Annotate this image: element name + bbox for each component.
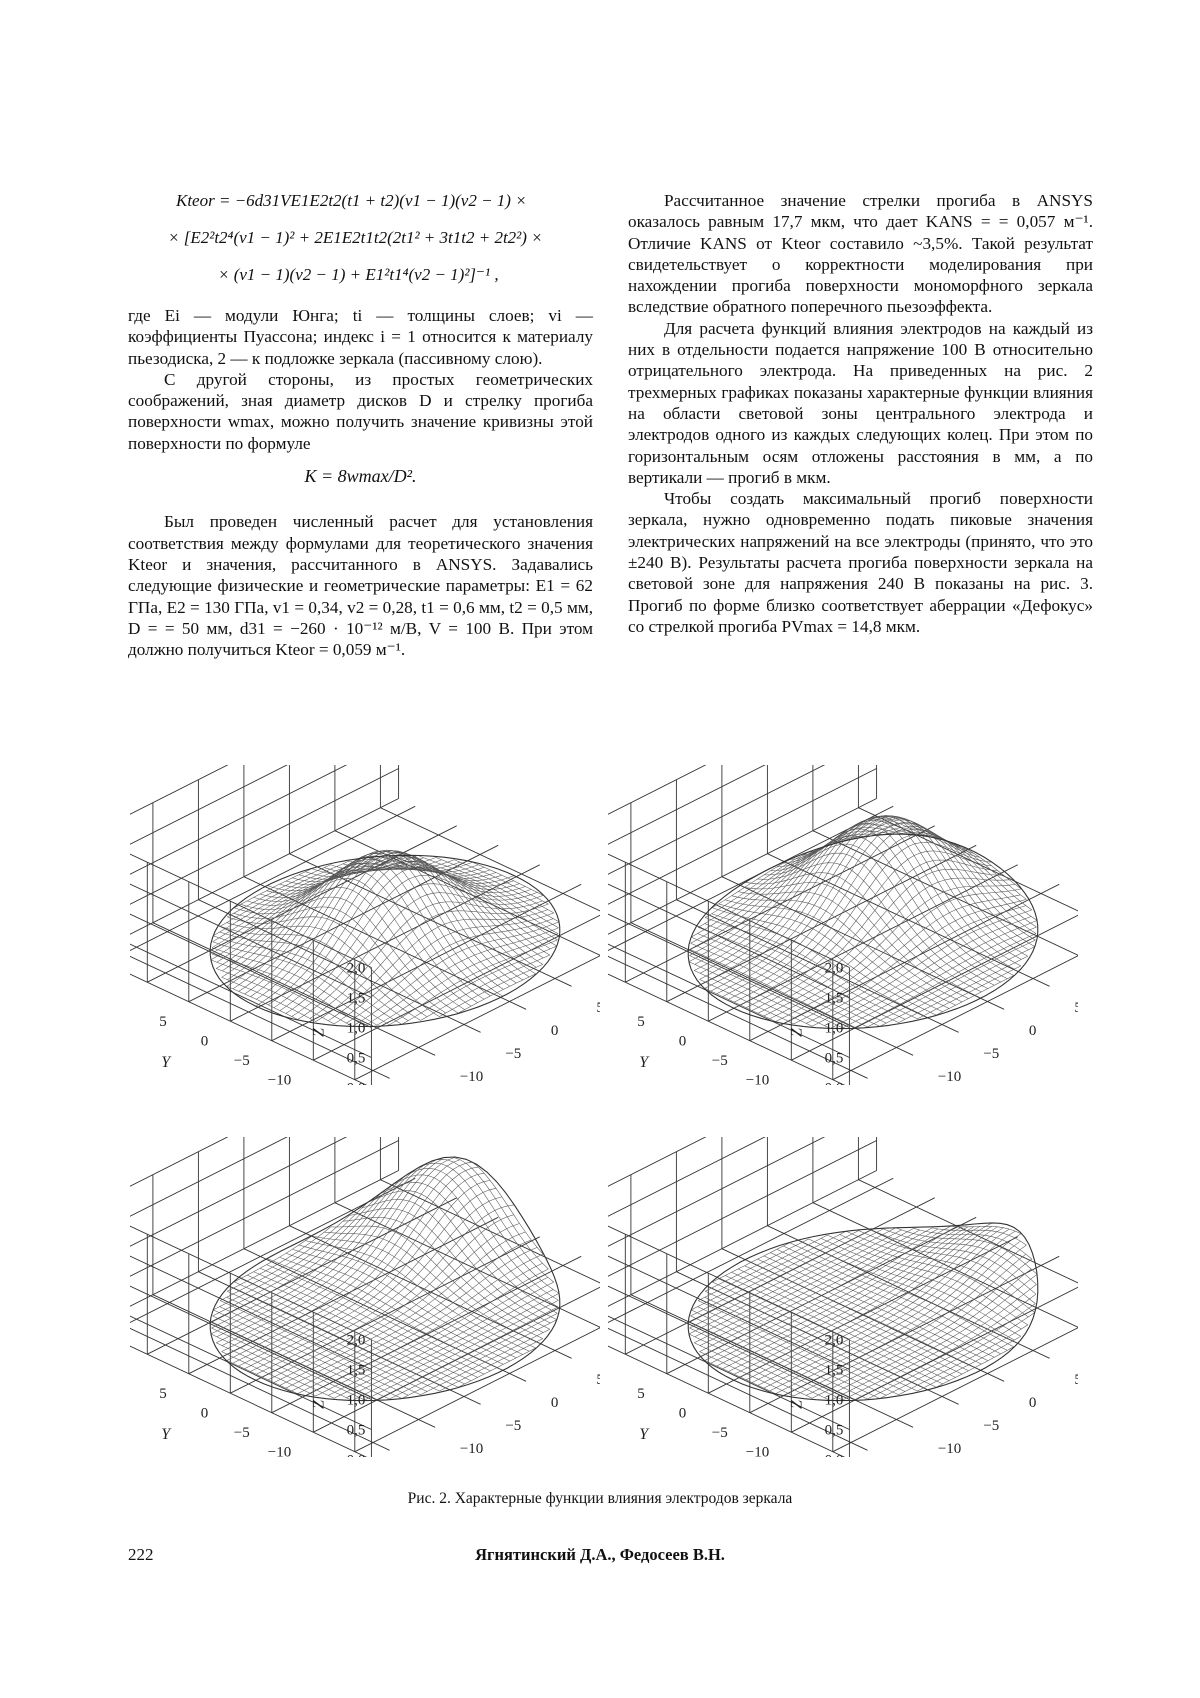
surface-line bbox=[752, 1227, 998, 1383]
surface-line bbox=[454, 860, 548, 904]
x-tick-label: −5 bbox=[983, 1418, 1000, 1435]
x-tick-label bbox=[1074, 1000, 1078, 1016]
surface-plot-2 bbox=[608, 765, 1078, 1090]
x-tick-label: −10 bbox=[459, 1441, 484, 1457]
floor-grid-line bbox=[833, 923, 1078, 1079]
surface-line bbox=[343, 1218, 543, 1333]
paragraph-geometry: С другой стороны, из простых геометрических соображений, зная диаметр дисков D и стрелку прогиба поверхности wmax, можно получить значение кривизны этой поверхности по формуле bbox=[128, 369, 593, 453]
z-tick-label: 1,0 bbox=[824, 1020, 844, 1037]
surface-line bbox=[694, 824, 914, 971]
y-axis-label: Y bbox=[639, 1053, 649, 1071]
y-tick-label: 5 bbox=[637, 1013, 645, 1030]
x-tick-label: 0 bbox=[550, 1023, 559, 1040]
surface-line bbox=[402, 946, 557, 1024]
surface-line bbox=[809, 817, 1021, 966]
floor-grid-line bbox=[355, 923, 600, 1079]
y-tick-label: −5 bbox=[233, 1052, 250, 1069]
surface-line bbox=[368, 1191, 557, 1320]
paragraph-max-deflection: Чтобы создать максимальный прогиб поверхности зеркала, нужно одновременно подать пиковые значения электрических напряжений на все электроды (принято, что это ±240 В). Результаты расчета прогиба поверхности зеркала на световой зоне для напряжения 240 В показаны на рис. 3. Прогиб по форме близко соответствует аберрации «Дефокус» со стрелкой прогиба PVmax = 14,8 мкм. bbox=[628, 489, 1093, 636]
x-tick-label: −5 bbox=[983, 1046, 1000, 1063]
surface-line bbox=[705, 852, 808, 917]
surface-line bbox=[824, 917, 1031, 1026]
surface-line bbox=[880, 947, 1035, 1027]
z-tick-label: 1,5 bbox=[824, 990, 844, 1007]
surface-line bbox=[436, 1159, 554, 1282]
figure-caption: Рис. 2. Характерные функции влияния электродов зеркала bbox=[407, 1490, 793, 1507]
z-tick-label: 2,0 bbox=[346, 1332, 366, 1349]
z-tick-label: 0,5 bbox=[346, 1050, 366, 1067]
y-tick-label: −5 bbox=[233, 1424, 250, 1441]
formula-kteor-line3: × (v1 − 1)(v2 − 1) + E1²t1⁴(v2 − 1)²]⁻¹ , bbox=[218, 265, 499, 284]
surface-line bbox=[245, 851, 491, 994]
y-axis-label: Y bbox=[639, 1425, 649, 1443]
floor-grid-line bbox=[858, 808, 1078, 941]
left-column bbox=[128, 190, 593, 660]
y-tick-label: 0 bbox=[200, 1033, 209, 1050]
z-tick-label: 1,0 bbox=[346, 1020, 366, 1037]
surface-line bbox=[690, 1230, 871, 1322]
floor-grid-line bbox=[147, 1198, 456, 1354]
y-tick-label: −10 bbox=[745, 1072, 770, 1085]
x-tick-label bbox=[596, 1372, 600, 1388]
surface-line bbox=[256, 1205, 514, 1381]
y-tick-label: 0 bbox=[678, 1405, 687, 1422]
y-tick-label: 5 bbox=[637, 1385, 645, 1402]
y-tick-label: 0 bbox=[678, 1033, 687, 1050]
y-tick-label: −10 bbox=[267, 1072, 292, 1085]
z-tick-label bbox=[825, 1081, 844, 1086]
x-tick-label: 0 bbox=[1028, 1395, 1037, 1412]
page-number: 222 bbox=[128, 1545, 154, 1564]
surface-plot-1 bbox=[130, 765, 600, 1090]
surface-line bbox=[405, 1168, 558, 1300]
right-column bbox=[628, 190, 1093, 637]
surface-line bbox=[746, 851, 992, 1008]
surface-line bbox=[690, 836, 871, 950]
wall-grid-line bbox=[608, 769, 877, 1058]
y-axis-label: Y bbox=[161, 1425, 171, 1443]
z-axis-label: Z bbox=[788, 1028, 806, 1037]
z-tick-label: 0,5 bbox=[824, 1422, 844, 1439]
y-tick-label: 5 bbox=[159, 1013, 167, 1030]
z-tick-label bbox=[347, 1081, 366, 1086]
wall-grid-line bbox=[608, 1137, 877, 1400]
surface-line bbox=[691, 1231, 859, 1316]
y-tick-label: −5 bbox=[711, 1424, 728, 1441]
z-tick-label: 1,0 bbox=[824, 1392, 844, 1409]
surface-line bbox=[896, 833, 1037, 921]
x-tick-label bbox=[596, 1000, 600, 1016]
surface-line bbox=[216, 969, 334, 1024]
surface-line bbox=[880, 1313, 1035, 1399]
running-footer-authors: Ягнятинский Д.А., Федосеев В.Н. bbox=[475, 1545, 725, 1564]
surface-line bbox=[349, 1209, 549, 1330]
z-tick-label: 1,0 bbox=[346, 1392, 366, 1409]
surface-line bbox=[227, 986, 298, 1019]
surface-line bbox=[700, 821, 920, 974]
z-tick-label: 0,5 bbox=[346, 1422, 366, 1439]
surface-line bbox=[846, 1231, 1035, 1312]
wall-grid-line bbox=[608, 765, 877, 1028]
surface-plot-3 bbox=[130, 1137, 600, 1462]
x-tick-label: 0 bbox=[1028, 1023, 1037, 1040]
y-tick-label: 0 bbox=[200, 1405, 209, 1422]
z-axis-label: Z bbox=[310, 1400, 328, 1409]
x-tick-label: −5 bbox=[505, 1418, 522, 1435]
surface-line bbox=[377, 934, 558, 1025]
y-tick-label: 5 bbox=[159, 1385, 167, 1402]
surface-plot-4 bbox=[608, 1137, 1078, 1462]
z-tick-label: 2,0 bbox=[346, 960, 366, 977]
surface-line bbox=[695, 1230, 902, 1337]
x-tick-label: 0 bbox=[550, 1395, 559, 1412]
y-tick-label: −10 bbox=[267, 1444, 292, 1457]
formula-kteor-line1: Kteor = −6d31VE1E2t2(t1 + t2)(v1 − 1)(v2 − 1) × bbox=[176, 191, 527, 210]
z-tick-label: 0,5 bbox=[824, 1050, 844, 1067]
surface-line bbox=[698, 846, 827, 928]
surface-line bbox=[365, 1300, 559, 1400]
z-axis-label: Z bbox=[310, 1028, 328, 1037]
x-tick-label: −10 bbox=[937, 1069, 962, 1085]
z-tick-label: 1,5 bbox=[346, 1362, 366, 1379]
surface-line bbox=[421, 955, 550, 1020]
surface-line bbox=[698, 927, 898, 1022]
surface-line bbox=[222, 977, 316, 1021]
surface-mesh bbox=[689, 1223, 1037, 1401]
y-tick-label: −10 bbox=[745, 1444, 770, 1457]
surface-line bbox=[723, 823, 969, 997]
surface-line bbox=[346, 1290, 553, 1398]
surface-line bbox=[700, 1230, 920, 1346]
paragraph-calculation: Был проведен численный расчет для установления соответствия между формулами для теоретического значения Kteor и значения, рассчитанного в ANSYS. Задавались следующие физические и геометрические параметры: E1 = 62 ГПа, E2 = 130 ГПа, v1 = 0,34, v2 = 0,28, t1 = 0,6 мм, t2 = 0,5 мм, D = = 50 мм, d31 = −260 · 10⁻¹² м/В, V = 100 В. При этом должно получиться Kteor = 0,059 м⁻¹. bbox=[128, 512, 593, 660]
paragraph-influence-functions: Для расчета функций влияния электродов на каждый из них в отдельности подается напряжение 100 В относительно отрицательного электрода. На приведенных на рис. 2 трехмерных графиках показаны характерные функции влияния на области световой зоны центрального электрода и электродов одного из каждых следующих колец. При этом по горизонтальным осям отложены расстояния в мм, а по вертикали — прогиб в мкм. bbox=[628, 318, 1093, 487]
y-axis-label: Y bbox=[161, 1053, 171, 1071]
paragraph-ansys-result: Рассчитанное значение стрелки прогиба в ANSYS оказалось равным 17,7 мкм, что дает KANS = = 0,057 м⁻¹. Отличие KANS от Kteor составило ~3,5%. Такой результат свидетельствует о корректности моделирования при нахождении прогиба поверхности мономорфного зеркала вследствие обратного поперечного пьезоэффекта. bbox=[628, 191, 1093, 317]
z-tick-label bbox=[825, 1453, 844, 1458]
surface-line bbox=[698, 934, 887, 1024]
wall-grid-line bbox=[130, 1137, 399, 1400]
surface-line bbox=[764, 878, 1010, 1016]
floor-grid-line bbox=[833, 1295, 1078, 1451]
surface-line bbox=[843, 927, 1037, 1028]
x-tick-label: −5 bbox=[505, 1046, 522, 1063]
formula-curvature: K = 8wmax/D². bbox=[304, 466, 417, 487]
z-tick-label: 1,5 bbox=[346, 990, 366, 1007]
surface-rim bbox=[688, 1223, 1038, 1401]
floor-grid-line bbox=[380, 1180, 600, 1313]
y-tick-label: −5 bbox=[711, 1052, 728, 1069]
surface-line bbox=[824, 1269, 1031, 1398]
z-tick-label bbox=[347, 1453, 366, 1458]
z-tick-label: 2,0 bbox=[824, 960, 844, 977]
x-tick-label: −10 bbox=[937, 1441, 962, 1457]
floor-grid-line bbox=[355, 1295, 600, 1451]
formula-kteor-line2: × [E2²t2⁴(v1 − 1)² + 2E1E2t1t2(2t1² + 3t1t2 + 2t2²) × bbox=[168, 228, 543, 247]
surface-line bbox=[830, 920, 1037, 1028]
z-axis-label: Z bbox=[788, 1400, 806, 1409]
x-tick-label: −10 bbox=[459, 1069, 484, 1085]
z-tick-label: 1,5 bbox=[824, 1362, 844, 1379]
surface-line bbox=[770, 884, 1016, 1018]
surface-line bbox=[745, 882, 969, 998]
paragraph-moduli: где Ei — модули Юнга; ti — толщины слоев; vi — коэффициенты Пуассона; индекс i = 1 относится к материалу пьезодиска, 2 — к подложке зеркала (пассивному слою). bbox=[128, 306, 593, 368]
x-tick-label bbox=[1074, 1372, 1078, 1388]
floor-grid-line bbox=[130, 806, 415, 962]
z-tick-label: 2,0 bbox=[824, 1332, 844, 1349]
surface-line bbox=[352, 1293, 559, 1400]
surface-line bbox=[788, 1241, 1021, 1393]
